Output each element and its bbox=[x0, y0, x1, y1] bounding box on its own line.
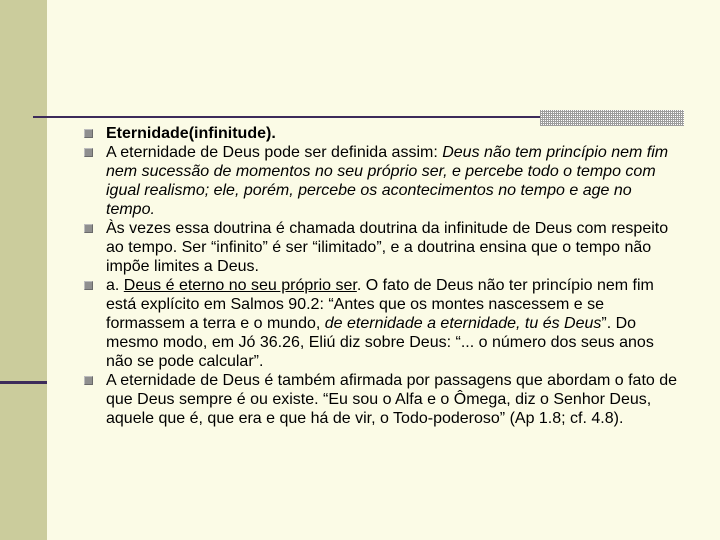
bullet-text: A eternidade de Deus é também afirmada por passagens que abordam o fato de que Deus sempre é ou existe. “Eu sou o Alfa e o Ômega, diz o Senhor Deus, aquele que é, que era e que há de vir, o Todo-poderoso” (Ap 1.8; cf. 4.8). bbox=[106, 372, 678, 427]
bullet-intro-text: A eternidade de Deus pode ser definida assim: bbox=[106, 144, 443, 161]
bullet-item-3 bbox=[84, 219, 684, 276]
square-bullet-icon bbox=[84, 224, 93, 233]
title-rule bbox=[33, 116, 540, 118]
bullet-prefix: a. bbox=[106, 277, 124, 294]
bullet-end-text: ”. Do mesmo modo, em Jó 36.26, Eliú diz sobre Deus: “... o número dos seus anos não se pode calcular”. bbox=[106, 315, 654, 370]
square-bullet-icon bbox=[84, 376, 93, 385]
bullet-middle-text: . O fato de Deus não ter princípio nem fim está explícito em Salmos 90.2: “Antes que os montes nascessem e se formassem a terra e o mundo, bbox=[106, 277, 654, 332]
left-decor-band bbox=[0, 0, 47, 540]
bullet-item-4 bbox=[84, 276, 684, 371]
bullet-text: Às vezes essa doutrina é chamada doutrina da infinitude de Deus com respeito ao tempo. Ser “infinito” é ser “ilimitado”, e a doutrina ensina que o tempo não impõe limites a Deus. bbox=[106, 220, 669, 275]
bullet-item-5 bbox=[84, 371, 684, 428]
left-decor-line bbox=[0, 381, 47, 384]
bullet-item-2 bbox=[84, 143, 684, 219]
square-bullet-icon bbox=[84, 148, 93, 157]
bullet-heading: Eternidade(infinitude). bbox=[106, 125, 276, 142]
square-bullet-icon bbox=[84, 129, 93, 138]
bullet-italic-quote: de eternidade a eternidade, tu és Deus bbox=[324, 315, 602, 332]
bullet-item-1 bbox=[84, 124, 684, 143]
slide-body bbox=[84, 124, 684, 428]
bullet-underlined-text: Deus é eterno no seu próprio ser bbox=[123, 277, 357, 294]
bullet-definition-text: Deus não tem princípio nem fim nem sucessão de momentos no seu próprio ser, e percebe todo o tempo com igual realismo; ele, porém, percebe os acontecimentos no tempo e age no tempo. bbox=[106, 144, 669, 218]
square-bullet-icon bbox=[84, 281, 93, 290]
